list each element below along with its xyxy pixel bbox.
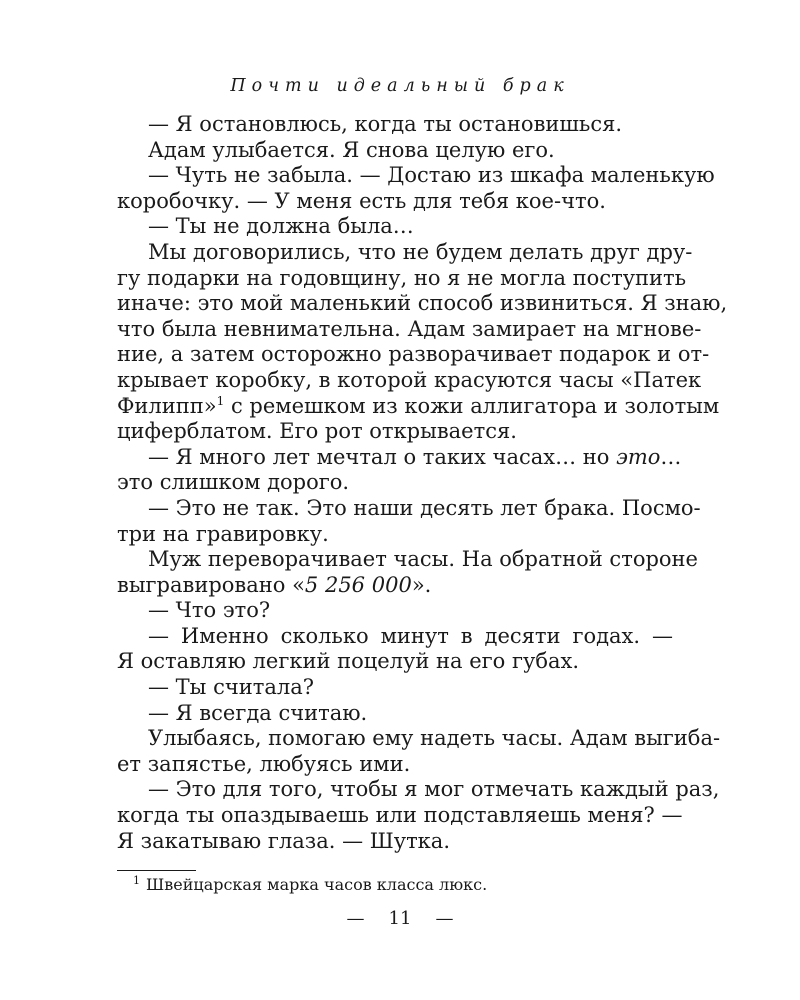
text-line: [117, 573, 673, 599]
footnote-rule: [117, 870, 196, 871]
text-line: Я оставляю легкий поцелуй на его губах.: [117, 649, 580, 674]
page-number: [0, 908, 800, 929]
text-segment: выгравировано «: [117, 572, 305, 597]
text-line: циферблатом. Его рот открывается.: [117, 419, 517, 444]
text-line: — Это не так. Это наши десять лет брака. Посмо-: [148, 495, 701, 520]
text-line: Я закатываю глаза. — Шутка.: [117, 828, 451, 853]
text-line: — Что это?: [148, 598, 271, 623]
text-line: коробочку. — У меня есть для тебя кое-что.: [117, 188, 606, 213]
text-segment: — Я много лет мечтал о таких часах… но: [148, 444, 610, 469]
text-line: — Именно сколько минут в десяти годах. —: [148, 623, 673, 648]
running-head: Почти идеальный брак: [230, 76, 570, 96]
text-line: — Это для того, чтобы я мог отмечать каждый раз,: [148, 777, 720, 802]
text-line: [117, 444, 682, 471]
text-segment: с ремешком из кожи аллигатора и золотым: [230, 393, 720, 418]
text-line: — Чуть не забыла. — Достаю из шкафа маленькую: [148, 163, 715, 188]
text-line: что была невнимательна. Адам замирает на мгнове-: [117, 316, 702, 341]
page-number-value: 11: [388, 908, 412, 929]
text-line: гу подарки на годовщину, но я не могла поступить: [117, 265, 687, 290]
footnote-reference: 1: [216, 393, 225, 408]
italic-number: 5 256 000: [304, 572, 412, 597]
text-line: ние, а затем осторожно разворачивает подарок и от-: [117, 342, 710, 367]
text-line: Муж переворачивает часы. На обратной стороне: [148, 547, 698, 572]
text-segment: Филипп»: [117, 393, 217, 418]
text-line: ет запястье, любуясь ими.: [117, 751, 411, 776]
text-line: Улыбаясь, помогаю ему надеть часы. Адам выгиба-: [148, 726, 721, 751]
footnote-mark: 1: [133, 873, 140, 887]
folio-dash-right: —: [435, 908, 454, 929]
footnote: [133, 875, 487, 895]
text-segment: …: [660, 444, 682, 469]
body-text: [117, 112, 728, 854]
text-line: — Я остановлюсь, когда ты остановишься.: [148, 112, 623, 136]
text-line: — Ты не должна была…: [148, 214, 414, 239]
text-segment: ».: [411, 572, 432, 597]
text-line: крывает коробку, в которой красуются часы «Патек: [117, 367, 702, 392]
text-line: Адам улыбается. Я снова целую его.: [148, 137, 555, 162]
text-line: — Ты считала?: [148, 675, 314, 700]
text-line: три на гравировку.: [117, 521, 329, 546]
text-line: иначе: это мой маленький способ извиниться. Я знаю,: [117, 291, 728, 316]
text-line: [117, 393, 720, 420]
footnote-text: Швейцарская марка часов класса люкс.: [146, 875, 488, 894]
text-line: — Я всегда считаю.: [148, 700, 368, 725]
folio-dash-left: —: [346, 908, 365, 929]
text-line: Мы договорились, что не будем делать друг дру-: [148, 239, 693, 264]
text-line: это слишком дорого.: [117, 470, 350, 495]
text-line: когда ты опаздываешь или подставляешь меня? —: [117, 803, 683, 828]
italic-word: это: [616, 444, 661, 469]
